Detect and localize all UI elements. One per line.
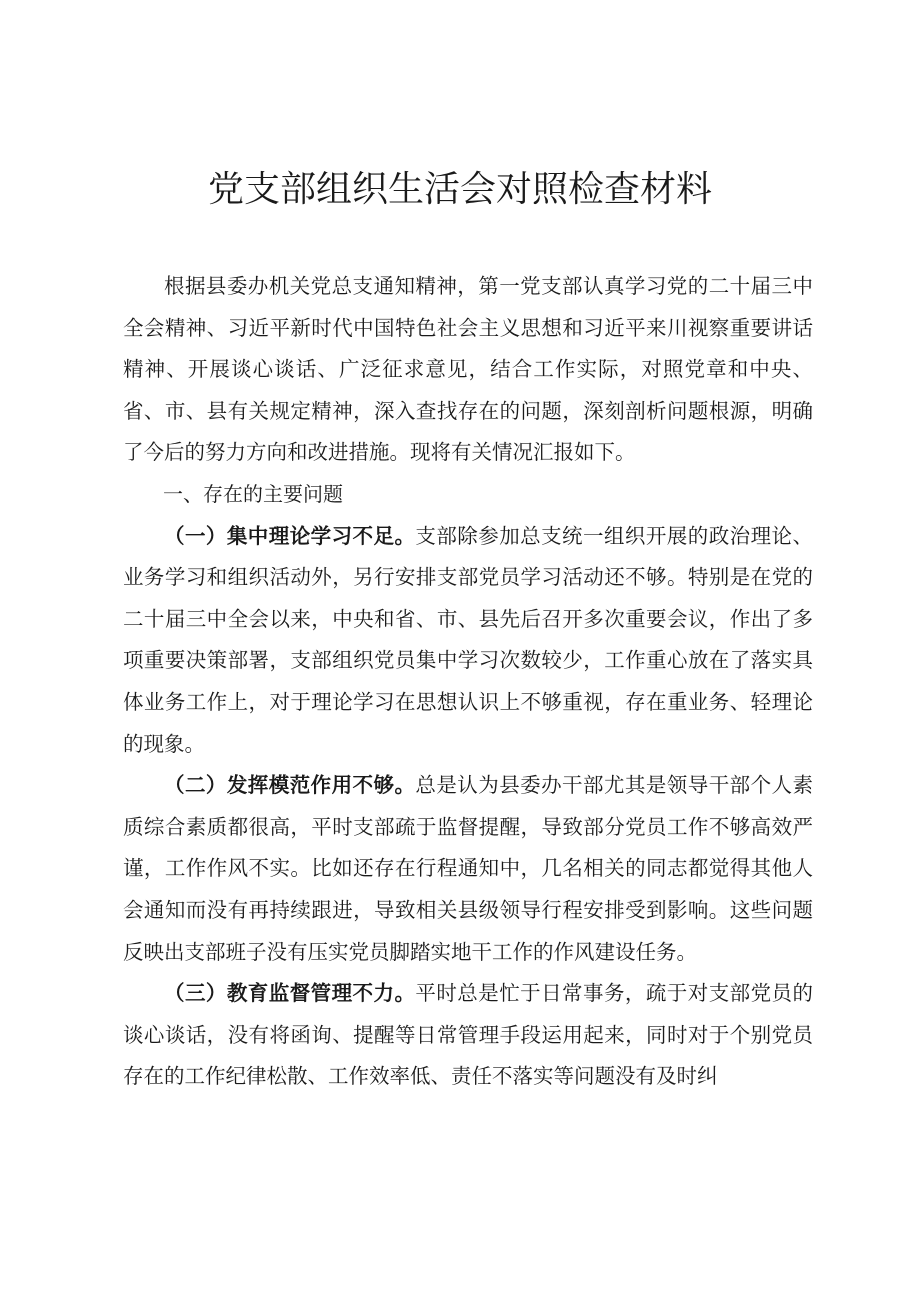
section-heading-main-problems: 一、存在的主要问题: [163, 481, 343, 506]
problem-item-3-lead: （三）教育监督管理不力。: [164, 981, 416, 1006]
problem-item-2-lead: （二）发挥模范作用不够。: [164, 773, 416, 798]
problem-item-1: [123, 516, 813, 766]
document-title: 党支部组织生活会对照检查材料: [207, 169, 712, 210]
document-body: [123, 266, 813, 1098]
problem-item-3-text: 平时总是忙于日常事务，疏于对支部党员的谈心谈话，没有将函询、提醒等日常管理手段运用起来，同时对于个别党员存在的工作纪律松散、工作效率低、责任不落实等问题没有及时纠: [123, 981, 814, 1089]
problem-item-1-lead: （一）集中理论学习不足。: [164, 523, 416, 548]
problem-item-2: [123, 765, 813, 973]
problem-item-2-text: 总是认为县委办干部尤其是领导干部个人素质综合素质都很高，平时支部疏于监督提醒，导致部分党员工作不够高效严谨，工作作风不实。比如还存在行程通知中，几名相关的同志都觉得其他人会通知而没有再持续跟进，导致相关县级领导行程安排受到影响。这些问题反映出支部班子没有压实党员脚踏实地干工作的作风建设任务。: [123, 773, 814, 964]
problem-item-3: [123, 973, 813, 1098]
intro-paragraph: 根据县委办机关党总支通知精神，第一党支部认真学习党的二十届三中全会精神、习近平新时代中国特色社会主义思想和习近平来川视察重要讲话精神、开展谈心谈话、广泛征求意见，结合工作实际，对照党章和中央、省、市、县有关规定精神，深入查找存在的问题，深刻剖析问题根源，明确了今后的努力方向和改进措施。现将有关情况汇报如下。: [123, 274, 813, 465]
problem-item-1-text: 支部除参加总支统一组织开展的政治理论、业务学习和组织活动外，另行安排支部党员学习活动还不够。特别是在党的二十届三中全会以来，中央和省、市、县先后召开多次重要会议，作出了多项重要决策部署，支部组织党员集中学习次数较少，工作重心放在了落实具体业务工作上，对于理论学习在思想认识上不够重视，存在重业务、轻理论的现象。: [123, 523, 814, 756]
